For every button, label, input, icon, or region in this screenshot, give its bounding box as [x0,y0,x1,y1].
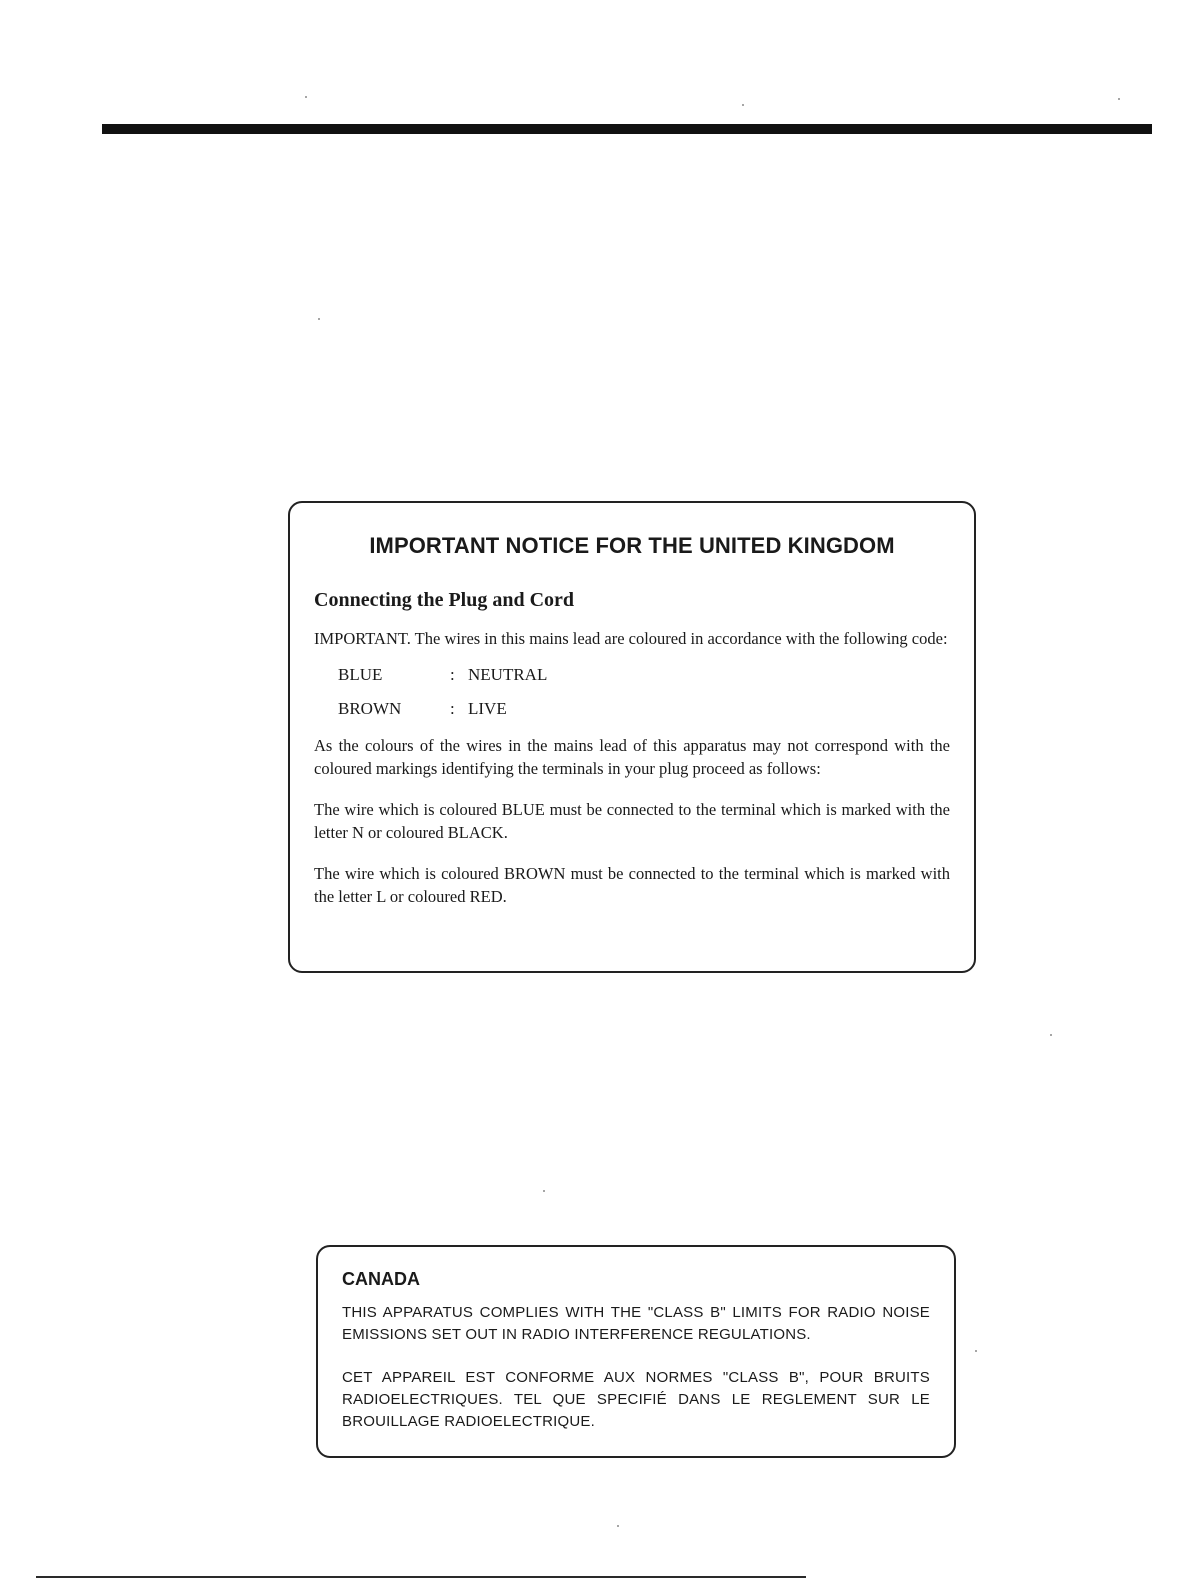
uk-intro-paragraph: IMPORTANT. The wires in this mains lead are coloured in accordance with the following code: [314,629,948,648]
uk-notice-subtitle: Connecting the Plug and Cord [314,589,575,611]
wire-color: BROWN [338,699,402,718]
scan-speck [305,96,307,98]
wire-code-row [314,692,950,726]
scan-speck [543,1190,545,1192]
wire-code-row [314,658,950,692]
scan-speck [1050,1034,1052,1036]
uk-paragraph-brown: The wire which is coloured BROWN must be connected to the terminal which is marked with the letter L or coloured RED. [314,864,950,906]
uk-paragraph-blue: The wire which is coloured BLUE must be connected to the terminal which is marked with the letter N or coloured BLACK. [314,800,950,842]
uk-paragraph-colours: As the colours of the wires in the mains lead of this apparatus may not correspond with the coloured markings identifying the terminals in your plug proceed as follows: [314,736,950,778]
top-rule [102,124,1152,134]
uk-notice-title: IMPORTANT NOTICE FOR THE UNITED KINGDOM [369,533,895,558]
wire-color-code-table [314,658,950,726]
wire-meaning: NEUTRAL [468,665,548,684]
wire-separator: : [450,699,455,718]
uk-notice-box [288,501,976,973]
canada-paragraph-french: CET APPAREIL EST CONFORME AUX NORMES "CLASS B", POUR BRUITS RADIOELECTRIQUES. TEL QUE SPECIFIÉ DANS LE REGLEMENT SUR LE BROUILLAGE RADIOELECTRIQUE. [342,1369,930,1430]
scan-speck [1118,98,1120,100]
wire-color: BLUE [338,665,383,684]
scan-speck [617,1525,619,1527]
canada-notice-title: CANADA [342,1269,420,1289]
scan-speck [975,1350,977,1352]
bottom-rule [36,1576,806,1578]
canada-notice-box [316,1245,956,1458]
canada-paragraph-english: THIS APPARATUS COMPLIES WITH THE "CLASS B" LIMITS FOR RADIO NOISE EMISSIONS SET OUT IN RADIO INTERFERENCE REGULATIONS. [342,1304,930,1343]
scan-speck [318,318,320,320]
wire-separator: : [450,665,455,684]
wire-meaning: LIVE [468,699,507,718]
scan-speck [742,104,744,106]
